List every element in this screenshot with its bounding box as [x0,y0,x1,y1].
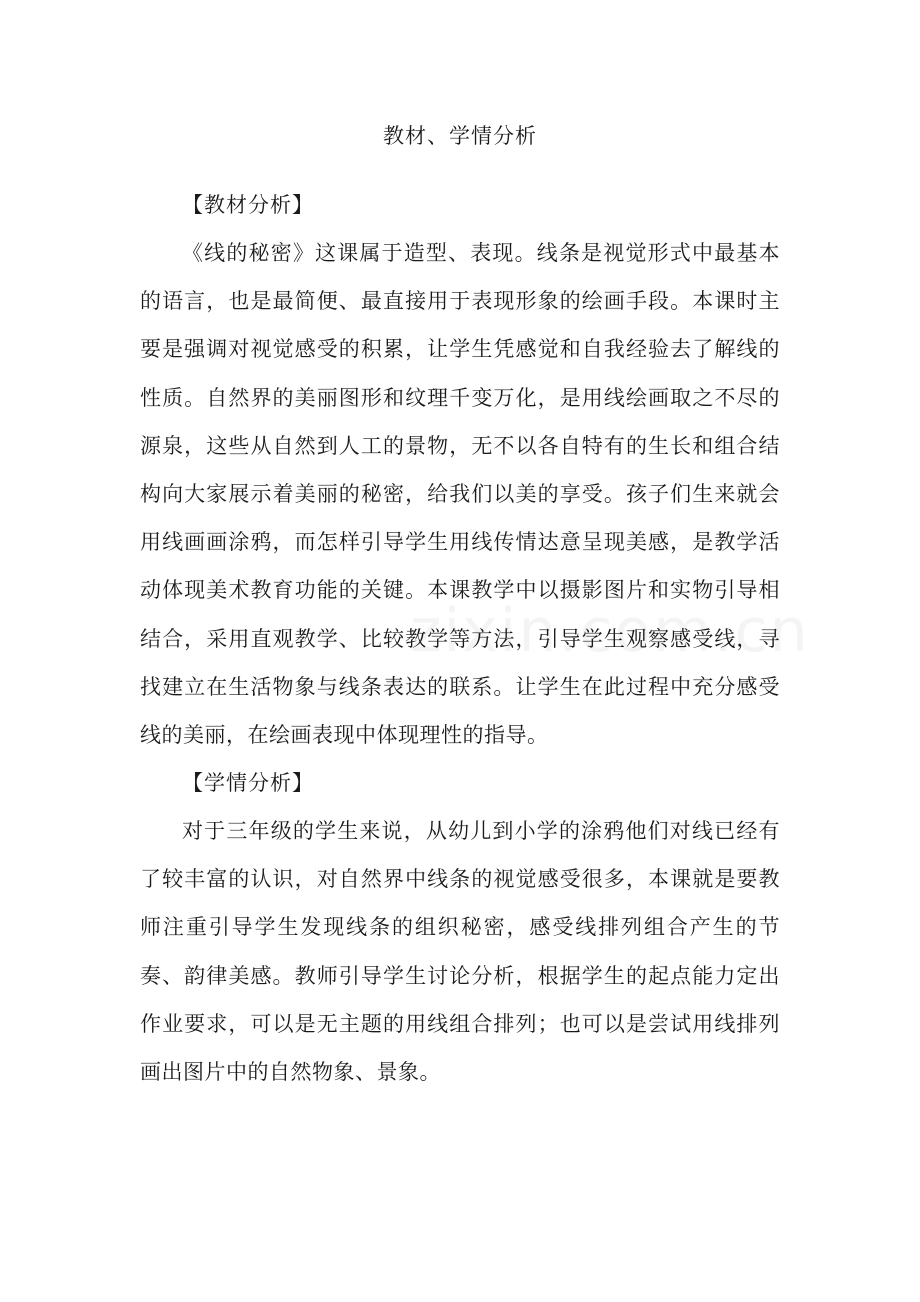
section-body-student-analysis: 对于三年级的学生来说，从幼儿到小学的涂鸦他们对线已经有了较丰富的认识，对自然界中线条的视觉感受很多，本课就是要教师注重引导学生发现线条的组织秘密，感受线排列组合产生的节奏、韵律美感。教师引导学生讨论分析，根据学生的起点能力定出作业要求，可以是无主题的用线组合排列；也可以是尝试用线排列画出图片中的自然物象、景象。 [140,819,780,1085]
page-title: 教材、学情分析 [383,124,537,148]
section-heading-student-analysis: 【学情分析】 [182,771,314,795]
section-body-textbook-analysis: 《线的秘密》这课属于造型、表现。线条是视觉形式中最基本的语言，也是最简便、最直接用于表现形象的绘画手段。本课时主要是强调对视觉感受的积累，让学生凭感觉和自我经验去了解线的性质。自然界的美丽图形和纹理千变万化，是用线绘画取之不尽的源泉，这些从自然到人工的景物，无不以各自特有的生长和组合结构向大家展示着美丽的秘密，给我们以美的享受。孩子们生来就会用线画画涂鸦，而怎样引导学生用线传情达意呈现美感，是教学活动体现美术教育功能的关键。本课教学中以摄影图片和实物引导相结合，采用直观教学、比较教学等方法，引导学生观察感受线，寻找建立在生活物象与线条表达的联系。让学生在此过程中充分感受线的美丽，在绘画表现中体现理性的指导。 [140,241,780,748]
section-heading-textbook-analysis: 【教材分析】 [182,193,314,217]
